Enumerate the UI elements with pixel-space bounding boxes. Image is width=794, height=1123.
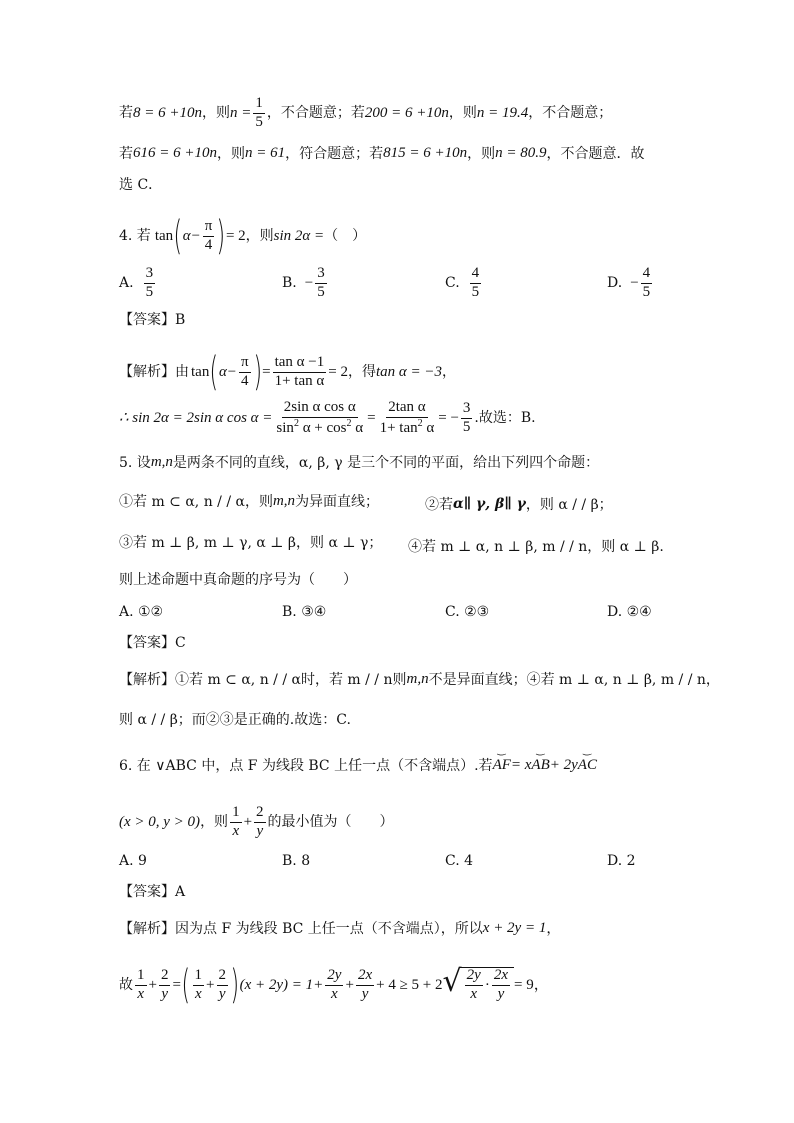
equation: n = — [230, 104, 252, 121]
answer-text: 【答案】A — [119, 884, 186, 900]
fraction-2-y: $\frac{2}{y}$ — [256, 804, 264, 839]
equation: α∥ γ, β∥ γ — [453, 496, 526, 512]
text: （ ） — [324, 228, 367, 244]
tan-fn: tan — [154, 227, 174, 244]
q6-option-c — [445, 853, 473, 869]
text: 选 C． — [119, 177, 163, 193]
text: 4. 若 — [119, 228, 151, 244]
text: 为异面直线； — [295, 493, 380, 510]
paren-open: ( — [173, 213, 183, 259]
fraction: $\frac{3}{5}$ — [145, 265, 154, 300]
q6-option-a — [119, 853, 147, 869]
text: 不是异面直线；④若 m ⊥ α, n ⊥ β, m / / n， — [428, 671, 720, 688]
eq: = − — [438, 409, 459, 426]
q4-stem — [119, 213, 367, 259]
explanation-label: 【解析】 — [119, 671, 175, 688]
equation: n = 80.9 — [495, 145, 547, 161]
q6-option-d — [607, 853, 636, 869]
text: 若 — [119, 105, 133, 122]
paren-close: ) — [253, 349, 262, 395]
sqrt-expression: √ $\frac{2y}{x}$ · $\frac{2x}{y}$ — [443, 967, 514, 1003]
q5-option-c — [445, 604, 489, 620]
q5-explanation-2 — [119, 713, 351, 727]
q6-stem-1 — [119, 758, 597, 773]
equation: ∴ sin 2α = 2sin α cos α = — [119, 409, 273, 426]
text: 的最小值为（ ） — [267, 814, 394, 831]
fraction-tan2: $\frac{\text{2tan α}}{1+ \tan^2 \alpha}$ — [379, 399, 435, 436]
equation: 815 = 6 +10n — [383, 145, 468, 161]
text: ②若 — [425, 497, 453, 513]
text: ，得 — [347, 364, 376, 380]
fraction: $\frac{1}{x}$ — [137, 966, 145, 1002]
text: ，则 — [200, 814, 229, 831]
eq-2: = 2 — [328, 363, 348, 380]
option-text: A. ①② — [119, 604, 164, 620]
vector-af: ‿ AF — [493, 758, 511, 773]
q4-option-b — [282, 266, 329, 301]
text: + 2y — [549, 757, 578, 773]
q6-answer — [119, 885, 185, 899]
equation: sin 2α = — [273, 227, 325, 244]
option-label: D. — [607, 275, 623, 292]
option-text: D. 2 — [607, 853, 636, 869]
explanation-label: 【解析】 — [119, 920, 175, 937]
text: 6. 在 ∨ABC 中，点 F 为线段 BC 上任一点（不含端点）.若 — [119, 757, 493, 774]
paren-close: ) — [216, 213, 226, 259]
text: 由 — [175, 364, 189, 380]
q5-answer — [119, 636, 186, 650]
text: 则上述命题中真命题的序号为（ ） — [119, 572, 357, 588]
option-text: B. 8 — [282, 853, 311, 869]
option-text: C. 4 — [445, 853, 474, 869]
text: ，则 — [245, 228, 274, 244]
text: ③若 m ⊥ β, m ⊥ γ, α ⊥ β，则 α ⊥ γ； — [119, 535, 383, 551]
q5-option-a — [119, 604, 163, 620]
paren-open: ( — [209, 349, 219, 395]
text: = 9， — [513, 976, 549, 993]
text: ①若 m ⊂ α, n / / α，则 — [119, 493, 273, 510]
text: ，不合题意．故 — [546, 145, 645, 162]
q5-proposition-3 — [119, 536, 382, 550]
tan-fn: tan — [191, 363, 210, 380]
minus: − — [630, 274, 639, 291]
fraction: $\frac{4}{5}$ — [642, 265, 651, 300]
text: 因为点 F 为线段 BC 上任一点（不含端点），所以 — [175, 920, 483, 937]
fraction-sincos: $\frac{\text{2sin α cos α}}{\sin^2 \alpha + \cos^2 \alpha}$ — [276, 399, 364, 436]
text: ④若 m ⊥ α, n ⊥ β, m / / n，则 α ⊥ β. — [408, 539, 664, 555]
text: = x — [510, 757, 532, 773]
option-text: D. ②④ — [607, 604, 652, 620]
q6-explanation-2: 故 $\frac{1}{x}$ + $\frac{2}{y}$ = ( $\frac{1}{x}$ + $\frac{2}{y}$ ) (x + 2y) = 1+ $\frac{2y}{x}$ + $\frac{2x}{y}$ + 4 ≥ 5 + 2 √ $\frac{2y}{x}$ · $\frac{2x}{y}$ = 9， — [119, 962, 549, 1008]
equation: m,n — [406, 671, 429, 687]
text: ①若 m ⊂ α, n / / α时，若 m / / n则 — [175, 671, 407, 688]
equation: (x > 0, y > 0) — [119, 813, 201, 830]
option-text: B. ③④ — [282, 604, 327, 620]
eq: = — [367, 409, 376, 426]
fraction: $\frac{2x}{y}$ — [357, 966, 373, 1002]
fraction: $\frac{4}{5}$ — [471, 265, 480, 300]
intro-line-2 — [119, 146, 645, 161]
fraction: $\frac{2}{y}$ — [218, 966, 227, 1002]
text: ，不合题意； — [528, 105, 613, 122]
fraction-3-5: $\frac{3}{5}$ — [462, 400, 471, 435]
fraction-tan: $\frac{\text{tan α −1}}{\text{1+ tan α}}$ — [274, 353, 325, 389]
q4-option-a — [119, 266, 157, 301]
vector-ab: ‿ AB — [531, 758, 549, 773]
q6-stem-2 — [119, 805, 394, 840]
alpha: α− — [218, 363, 237, 380]
q5-option-d — [607, 604, 652, 620]
fraction-1-x: $\frac{1}{x}$ — [232, 804, 240, 839]
intro-line-3 — [119, 178, 162, 192]
equation: n = 19.4 — [476, 104, 529, 121]
text: ，则 — [467, 145, 496, 162]
equation: m,n — [272, 493, 296, 509]
q5-proposition-1 — [119, 494, 379, 509]
text: 5. 设 — [119, 454, 151, 471]
explanation-label: 【解析】 — [119, 364, 175, 380]
intro-line-1 — [119, 96, 612, 131]
fraction: $\frac{1}{x}$ — [194, 966, 203, 1002]
q5-option-b — [282, 604, 326, 620]
text: ，则 — [217, 145, 245, 162]
eq-2: = 2 — [225, 227, 246, 244]
option-text: A. 9 — [119, 853, 147, 869]
text: 是两条不同的直线，α, β, γ 是三个不同的平面，给出下列四个命题： — [172, 454, 600, 471]
q5-stem — [119, 455, 599, 470]
fraction-1-5: $\frac{1}{5}$ — [255, 95, 263, 130]
equation: 616 = 6 +10n — [133, 145, 217, 161]
text: ，符合题意；若 — [285, 145, 384, 162]
q4-explanation-1 — [119, 349, 457, 395]
q5-proposition-2 — [425, 494, 613, 514]
text: ，则 α / / β； — [525, 497, 613, 513]
option-label: C. — [445, 275, 460, 292]
fraction-pi-4: $\frac{\pi}{4}$ — [240, 353, 249, 389]
q5-explanation-1 — [119, 672, 720, 687]
q5-proposition-4 — [408, 536, 664, 556]
q4-option-c — [445, 266, 483, 301]
q4-answer — [119, 313, 185, 327]
q6-explanation-1 — [119, 921, 560, 936]
answer-text: 【答案】C — [119, 635, 186, 651]
option-label: A. — [119, 275, 134, 292]
option-label: B. — [282, 275, 297, 292]
answer-text: 【答案】B — [119, 312, 186, 328]
equation: n = 61 — [245, 145, 286, 161]
minus: − — [304, 274, 314, 291]
q6-option-b — [282, 853, 310, 869]
fraction: $\frac{3}{5}$ — [317, 265, 325, 300]
text: .故选：B. — [474, 410, 536, 427]
text: ，则 — [202, 105, 230, 122]
eq: = — [262, 363, 271, 380]
alpha: α− — [182, 227, 201, 244]
vector-ac: ‿ AC — [578, 758, 597, 773]
equation: x + 2y = 1 — [482, 920, 547, 936]
option-text: C. ②③ — [445, 604, 490, 620]
q4-option-d — [607, 266, 654, 301]
text: ， — [442, 364, 457, 380]
text: 故 — [119, 977, 133, 993]
text: 则 α / / β；而②③是正确的.故选：C. — [119, 712, 351, 728]
equation: 8 = 6 +10n — [133, 104, 202, 121]
q5-question — [119, 573, 357, 587]
equation: tan α = −3 — [375, 363, 443, 380]
fraction-pi-4: $\frac{\pi}{4}$ — [204, 217, 213, 253]
equation: m,n — [150, 454, 173, 470]
fraction: $\frac{2}{y}$ — [160, 966, 169, 1002]
text: ，则 — [448, 105, 477, 122]
text: ， — [546, 920, 561, 937]
q4-explanation-2 — [119, 400, 536, 437]
text: 若 — [119, 145, 133, 162]
equation: 200 = 6 +10n — [364, 104, 449, 121]
text: ，不合题意；若 — [266, 105, 365, 122]
fraction: $\frac{2y}{x}$ — [327, 966, 342, 1002]
plus: + — [243, 813, 253, 830]
